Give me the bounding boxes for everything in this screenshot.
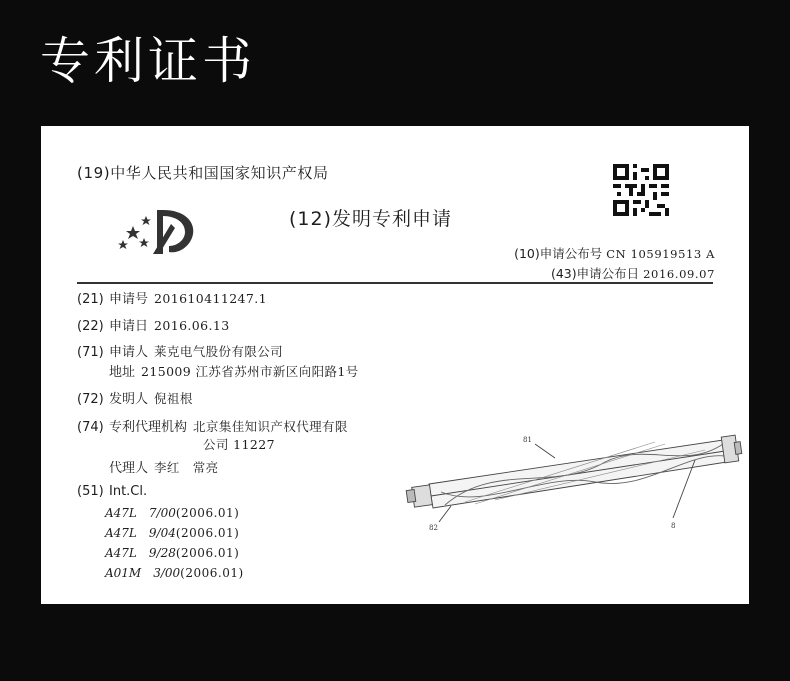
- field-code: (72): [77, 392, 104, 407]
- field-code: (71): [77, 345, 104, 360]
- classification-row: [105, 504, 239, 521]
- cnipa-logo-icon: [113, 204, 199, 260]
- agent-value: 李红 常亮: [154, 460, 219, 475]
- application-date-value: 2016.06.13: [154, 318, 230, 333]
- publication-number-value: CN 105919513 A: [606, 247, 715, 261]
- classification-code: A47L 7/00: [105, 506, 176, 520]
- field-label: 申请号: [109, 292, 149, 307]
- drawing-label-right: 8: [671, 522, 676, 530]
- document-type: (12)发明专利申请: [289, 208, 453, 230]
- inventor-row: [77, 388, 193, 407]
- application-number-row: [77, 288, 267, 307]
- field-label: 发明人: [109, 392, 149, 407]
- classification-code: A01M 3/00: [105, 566, 181, 580]
- field-label: Int.Cl.: [109, 484, 148, 499]
- field-label: 申请日: [109, 319, 149, 334]
- classification-code: A47L 9/04: [105, 526, 176, 540]
- applicant-row: [77, 341, 283, 360]
- classification-row: [105, 564, 244, 581]
- field-code: (74): [77, 420, 104, 435]
- field-label: 代理人: [109, 461, 149, 476]
- publication-date-row: [551, 264, 715, 282]
- field-label: 申请人: [109, 345, 149, 360]
- agency-value-line2: 公司 11227: [203, 437, 275, 452]
- field-label: 专利代理机构: [109, 420, 188, 435]
- agent-row: [109, 457, 219, 476]
- application-date-row: [77, 315, 230, 334]
- publication-number-label: (10)申请公布号: [514, 246, 603, 261]
- classification-row: [105, 524, 239, 541]
- publication-number-row: [514, 244, 715, 262]
- divider: [77, 282, 713, 284]
- address-value: 215009 江苏省苏州市新区向阳路1号: [141, 364, 359, 379]
- classification-row: [105, 544, 239, 561]
- roller-brush-drawing: [405, 422, 745, 540]
- publication-date-value: 2016.09.07: [643, 267, 715, 281]
- patent-document: [41, 126, 749, 604]
- page-title: 专利证书: [40, 32, 256, 90]
- int-cl-row: [77, 484, 147, 499]
- publication-date-label: (43)申请公布日: [550, 266, 640, 281]
- field-code: (22): [77, 319, 104, 334]
- inventor-value: 倪祖根: [154, 391, 193, 406]
- field-code: (51): [77, 484, 104, 499]
- applicant-value: 莱克电气股份有限公司: [154, 344, 284, 359]
- classification-year: (2006.01): [175, 506, 240, 520]
- patent-office: (19)中华人民共和国国家知识产权局: [77, 164, 329, 182]
- classification-code: A47L 9/28: [105, 546, 176, 560]
- classification-year: (2006.01): [175, 546, 240, 560]
- field-label: 地址: [109, 365, 136, 380]
- address-row: [109, 361, 359, 380]
- application-number-value: 201610411247.1: [154, 291, 267, 306]
- agency-row: [77, 416, 348, 435]
- agency-value-line1: 北京集佳知识产权代理有限: [193, 419, 348, 434]
- drawing-label-top: 81: [523, 436, 532, 444]
- field-code: (21): [77, 292, 104, 307]
- drawing-label-left: 82: [429, 524, 438, 532]
- classification-year: (2006.01): [180, 566, 244, 580]
- classification-year: (2006.01): [175, 526, 240, 540]
- agency-continuation: [203, 435, 275, 453]
- qr-code-icon: [613, 164, 669, 216]
